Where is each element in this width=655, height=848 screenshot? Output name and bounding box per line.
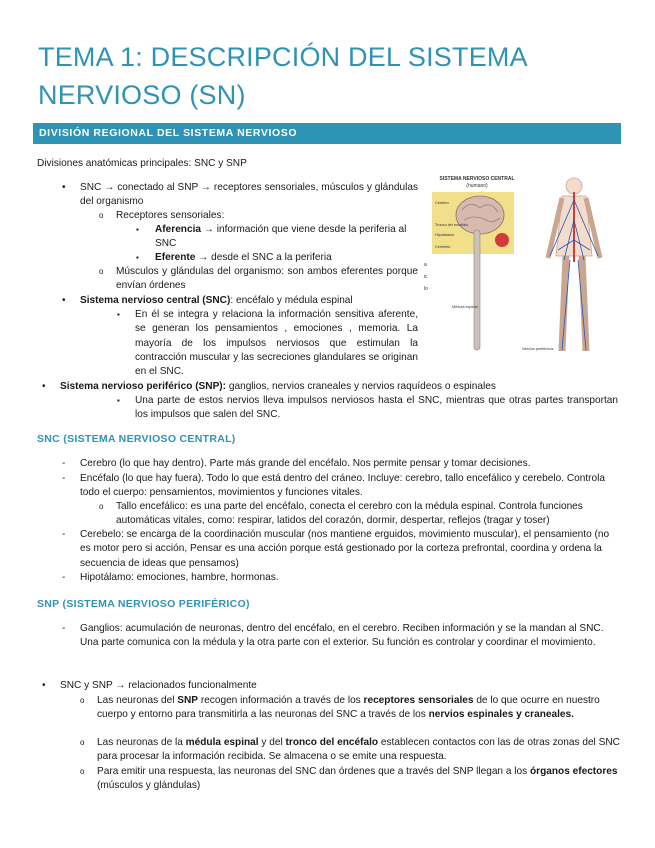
bullet-circle: o: [80, 696, 85, 705]
snp-term: Sistema nervioso periférico (SNP):: [60, 381, 227, 392]
snc-connection-text: SNC → conectado al SNP → receptores sensoriales, músculos y glándulas del organismo: [80, 182, 418, 208]
tallo-text: Tallo encefálico: es una parte del encéfalo, conecta el cerebro con la médula espinal. Controla funciones automáticas vitales, como: respirar, latidos del corazón, dormir, despertar, reflejos (tragar y toser): [116, 501, 583, 527]
figure-label: Hipotálamo: [435, 233, 455, 237]
bullet-dash: -: [62, 458, 66, 469]
text-run-bold: receptores sensoriales: [363, 695, 474, 706]
eferente-term: Eferente: [155, 252, 196, 263]
bullet-dash: -: [62, 572, 66, 583]
figure-title: SISTEMA NERVIOSO CENTRAL: [439, 176, 515, 182]
ganglios-text: Ganglios: acumulación de neuronas, dentro del encéfalo, en el cerebro. Reciben información y se la mandan al SNC. Una parte comunica con la médula y la otra parte con el exterior. Su función es controlar y coordinar el movimiento.: [80, 623, 604, 649]
snc-heading: SNC (SISTEMA NERVIOSO CENTRAL): [37, 433, 236, 445]
spinal-cord-icon: [474, 230, 480, 350]
text-run: establecen contactos con las de otras zonas del SNC para procesar la información recibida. Se almacena o se emite una respuesta.: [97, 737, 620, 763]
bullet-circle: o: [80, 767, 85, 776]
bullet-circle: o: [99, 267, 104, 276]
figure-subtitle: (humano): [466, 183, 488, 189]
text-run-bold: médula espinal: [185, 737, 259, 748]
nervous-system-illustration: [422, 170, 620, 360]
section-banner: [33, 123, 621, 144]
cerebelo-text: Cerebelo: se encarga de la coordinación muscular (nos mantiene erguidos, movimiento muscular), el pensamiento (no es motor pero si acción, Pensar es una acción porque está gestionado por la corteza prefrontal, coordina y ordena la secuencia de ideas que pensamos): [80, 529, 610, 569]
text-run: Para emitir una respuesta, las neuronas del SNC dan órdenes que a través del SNP llegan a los: [97, 766, 530, 777]
snp-item: [60, 380, 620, 394]
relation-paragraph-2: [97, 736, 620, 765]
figure-side-letter: ic: [424, 274, 428, 280]
hipotalamo-text: Hipotálamo: emociones, hambre, hormonas.: [80, 572, 279, 583]
text-run: de lo que ocurre en nuestro cuerpo y entorno para transmitirla a las neuronas del SNC a través de los: [97, 695, 600, 721]
nervous-system-figure: [422, 170, 620, 360]
figure-label: Tronco del encéfalo: [435, 223, 469, 227]
bullet-dash: -: [62, 623, 66, 634]
text-run-bold: nervios espinales y craneales.: [428, 709, 574, 721]
receptores-text: Receptores sensoriales:: [116, 210, 225, 221]
aferencia-term: Aferencia: [155, 224, 202, 235]
relation-intro: SNC y SNP → relacionados funcionalmente: [60, 680, 257, 691]
relation-paragraph-1: [97, 694, 620, 723]
figure-side-letter: lo: [424, 286, 428, 292]
snp-detail-text: Una parte de estos nervios lleva impulsos nerviosos hasta el SNC, mientras que otras partes transportan los impulsos que salen del SNC.: [135, 395, 618, 421]
aferencia-item: [155, 223, 418, 252]
aferencia-text: → información que viene desde la periferia al SNC: [155, 224, 407, 250]
musculos-text: Músculos y glándulas del organismo: son ambos eferentes porque envían órdenes: [116, 266, 418, 292]
text-run: (músculos y glándulas): [97, 780, 201, 792]
figure-label: Médula espinal: [452, 305, 478, 309]
text-run: y del: [258, 737, 286, 748]
snc-term: Sistema nervioso central (SNC): [80, 295, 231, 306]
intro-text: Divisiones anatómicas principales: SNC y SNP: [37, 158, 247, 169]
bullet-dash: -: [62, 473, 66, 484]
bullet-circle: o: [80, 738, 85, 747]
bullet-square: ▪: [136, 253, 139, 262]
text-run-bold: tronco del encéfalo: [285, 737, 379, 748]
bullet-circle: o: [99, 211, 104, 220]
text-run-bold: SNP: [177, 695, 199, 706]
bullet-square: ▪: [117, 396, 120, 405]
page-title: TEMA 1: DESCRIPCIÓN DEL SISTEMA NERVIOSO (SN): [38, 42, 527, 110]
human-body-icon: [548, 178, 600, 351]
eferente-text: → desde el SNC a la periferia: [195, 252, 332, 263]
bullet-dot: •: [42, 381, 46, 392]
text-run: Las neuronas de la: [97, 737, 186, 748]
cerebellum-icon: [495, 233, 509, 247]
snp-heading: SNP (SISTEMA NERVIOSO PERIFÉRICO): [37, 598, 250, 610]
snc-text: : encéfalo y médula espinal: [230, 295, 353, 306]
figure-label: Cerebro: [435, 201, 449, 205]
snc-detail-text: En él se integra y relaciona la información sensitiva aferente, se generan los pensamientos , emociones , memoria. La mayoría de los impulsos nerviosos que estimulan la contracción muscular y las secreciones glandulares se originan en el SNC.: [135, 309, 418, 378]
figure-label: Cerebelo: [435, 245, 451, 249]
brain-icon: [456, 196, 504, 234]
snc-item: [80, 294, 418, 308]
snp-text: ganglios, nervios craneales y nervios raquídeos o espinales: [226, 381, 496, 392]
eferente-item: [155, 251, 418, 265]
bullet-dot: •: [62, 295, 66, 306]
bullet-square: ▪: [136, 225, 139, 234]
bullet-dot: •: [42, 680, 46, 691]
figure-label: Nervios periféricos: [522, 347, 554, 351]
encefalo-text: Encéfalo (lo que hay fuera). Todo lo que está dentro del cráneo. Incluye: cerebro, tallo encefálico y cerebelo. Controla todo el cuerpo: pensamientos, movimientos y funciones vitales.: [80, 473, 606, 499]
bullet-dash: -: [62, 529, 66, 540]
bullet-dot: •: [62, 182, 66, 193]
relation-paragraph-3: [97, 765, 620, 794]
text-run-bold: órganos efectores: [529, 766, 618, 777]
bullet-square: ▪: [117, 310, 120, 319]
figure-side-letter: a: [424, 262, 427, 268]
bullet-circle: o: [99, 502, 104, 511]
text-run: Las neuronas del: [97, 695, 178, 706]
cerebro-text: Cerebro (lo que hay dentro). Parte más grande del encéfalo. Nos permite pensar y tomar decisiones.: [80, 458, 531, 469]
section-banner-label: DIVISIÓN REGIONAL DEL SISTEMA NERVIOSO: [39, 127, 298, 139]
text-run: recogen información a través de los: [198, 695, 364, 706]
